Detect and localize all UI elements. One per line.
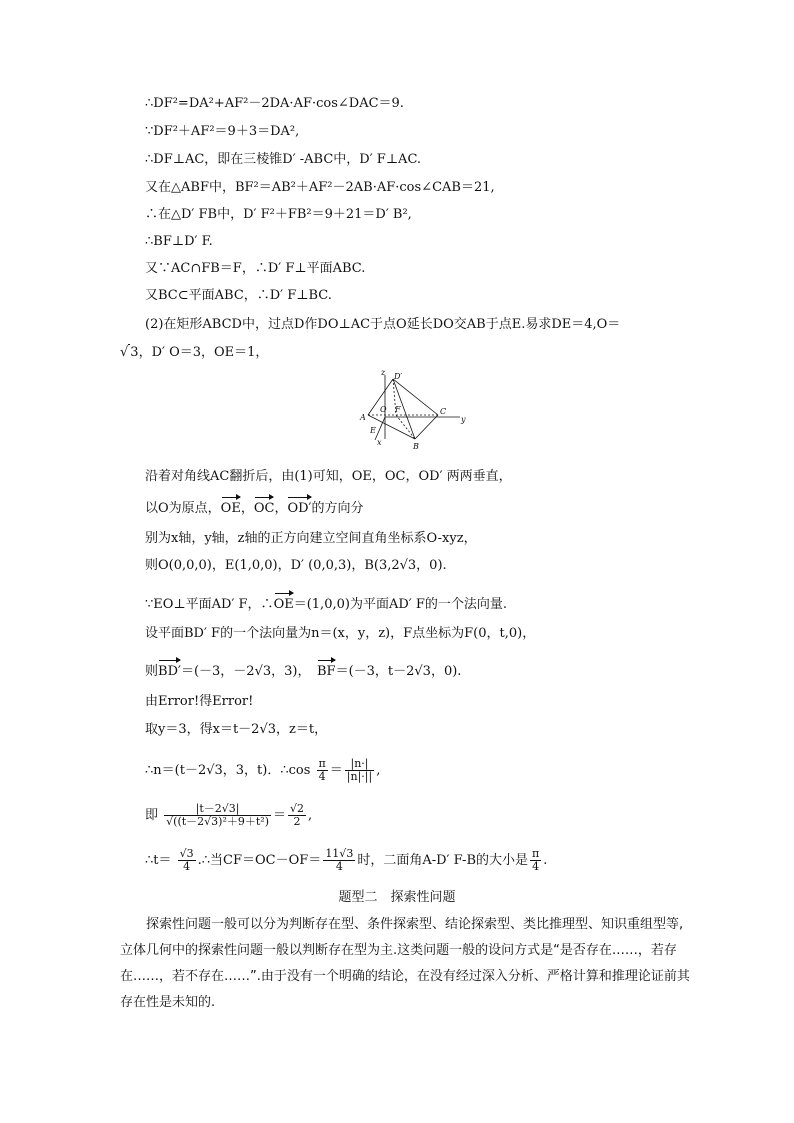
proof-line-9: (2)在矩形ABCD中，过点D作DO⊥AC于点O延长DO交AB于点E.易求DE＝4,O＝: [145, 317, 621, 332]
label-dprime: D′: [394, 372, 403, 381]
proof-line-1: ∴DF²=DA²+AF²－2DA·AF·cos∠DAC＝9.: [145, 96, 404, 111]
text-after-fig-6: 设平面BD′ F的一个法向量为n＝(x，y，z)，F点坐标为F(0，t,0)，: [145, 626, 536, 641]
vec-bf: BF: [317, 657, 336, 681]
tetrahedron-figure: [355, 367, 475, 457]
explanation-paragraph: 探索性问题一般可以分为判断存在型、条件探索型、结论探索型、类比推理型、知识重组型等,立体几何中的探索性问题一般以判断存在型为主.这类问题一般的设问方式是“是否存在……，若存在……，若不存在……”.由于没有一个明确的结论，在没有经过深入分析、严格计算和推理论证前其存在性是未知的.: [120, 917, 690, 1010]
proof-line-7: 又∵AC∩FB＝F，∴D′ F⊥平面ABC.: [145, 261, 366, 276]
text-t-eq: ∴t＝: [145, 853, 172, 868]
frac-eq-lhs: $\frac{|t-2√3|}{\text{√((t－2√3)²＋9＋t²)}}$: [166, 802, 269, 828]
vec-oe: OE: [221, 494, 241, 518]
label-x: x: [377, 438, 382, 447]
proof-line-5: ∴在△D′ FB中，D′ F²＋FB²＝9＋21＝D′ B²,: [145, 207, 412, 222]
frac-t: $\frac{√3}{4}$: [179, 847, 194, 873]
proof-line-2: ∵DF²＋AF²＝9＋3＝DA²,: [145, 124, 300, 139]
edge-BC: [415, 415, 438, 439]
text-n-cos: ∴n＝(t－2√3，3，t)．∴cos: [145, 763, 311, 778]
edge-FB: [396, 415, 415, 439]
frac-eq-rhs: $\frac{√2}{2}$: [290, 802, 305, 828]
text-ji: 即: [145, 808, 159, 823]
text-after-fig-4: 则O(0,0,0)，E(1,0,0)，D′ (0,0,3)，B(3,2√3，0).: [145, 558, 447, 573]
label-z: z: [381, 368, 386, 377]
proof-line-4: 又在△ABF中，BF²＝AB²＋AF²－2AB·AF·cos∠CAB＝21,: [145, 180, 495, 195]
label-o: O: [380, 405, 387, 414]
vec-oe-2: OE: [274, 590, 294, 614]
section-heading: 题型二 探索性问题: [338, 890, 456, 905]
proof-line-6: ∴BF⊥D′ F.: [145, 234, 213, 249]
vec-bd: BD′: [158, 657, 181, 681]
text-error: 由Error!得Error!: [145, 694, 254, 709]
text-bf-val: ＝(－3，t－2√3，0).: [335, 664, 462, 679]
label-f: F: [395, 405, 401, 414]
text-dir-tail: 的方向分: [311, 501, 364, 516]
proof-line-9b: √ 3，D′ O＝3，OE＝1，: [120, 345, 269, 360]
label-e: E: [370, 426, 376, 435]
label-y: y: [461, 415, 466, 424]
text-vectors: [145, 657, 461, 681]
proof-line-3: ∴DF⊥AC，即在三棱锥D′ -ABC中，D′ F⊥AC.: [145, 152, 422, 167]
vec-od: OD′: [287, 494, 311, 518]
frac-cf: $\frac{11√3}{4}$: [325, 847, 354, 873]
label-b: B: [413, 442, 419, 451]
text-after-fig-1: 沿着对角线AC翻折后，由(1)可知，OE，OC，OD′ 两两垂直，: [145, 469, 512, 484]
text-oe-normal: ＝(1,0,0)为平面AD′ F的一个法向量.: [293, 597, 507, 612]
frac-angle: $\frac{\pi}{4}$: [532, 847, 540, 873]
text-bd-val: ＝(－3，－2√3，3)，: [180, 664, 304, 679]
frac-cos-rhs: $\frac{|n\cdot|}{|n|\cdot||}$: [346, 757, 373, 783]
text-after-fig-3: 别为x轴，y轴，z轴的正方向建立空间直角坐标系O-xyz，: [145, 531, 477, 546]
label-c: C: [440, 407, 447, 416]
text-normal-vector: [145, 590, 507, 614]
text-cos-line: ∴n＝(t－2√3，3，t)．∴cos $\frac{\pi}{4}$ ＝ $\frac{|n\cdot|}{|n|\cdot||}$ ,: [145, 757, 381, 783]
text-cf: .∴当CF＝OC－OF＝: [197, 853, 322, 868]
proof-line-8: 又BC⊂平面ABC，∴D′ F⊥BC.: [145, 288, 332, 303]
text-final-line: ∴t＝ $\frac{√3}{4}$ .∴当CF＝OC－OF＝ $\frac{11√3}{4}$ 时，二面角A-D′ F-B的大小是 $\frac{\pi}{4}$ .: [145, 847, 548, 873]
text-angle: 时，二面角A-D′ F-B的大小是: [357, 853, 528, 868]
text-axis-setup: 以O为原点，OE，OC，OD′的方向分: [145, 494, 364, 518]
text-then: 则: [145, 664, 159, 679]
frac-pi-4: $\frac{\pi}{4}$: [318, 757, 326, 783]
x-axis: [375, 417, 385, 440]
text-eq-line: 即 $\frac{|t-2√3|}{\text{√((t－2√3)²＋9＋t²)}}$ ＝ $\frac{√2}{2}$ ,: [145, 802, 313, 828]
label-a: A: [360, 413, 366, 422]
proof-line-9b-text: 3，D′ O＝3，OE＝1，: [130, 345, 269, 360]
text-eo-perp: ∵EO⊥平面AD′ F，∴: [145, 597, 274, 612]
vec-oc: OC: [254, 494, 275, 518]
text-origin: 以O为原点，: [145, 501, 221, 516]
text-take-y: 取y＝3，得x＝t－2√3，z＝t，: [145, 722, 328, 737]
